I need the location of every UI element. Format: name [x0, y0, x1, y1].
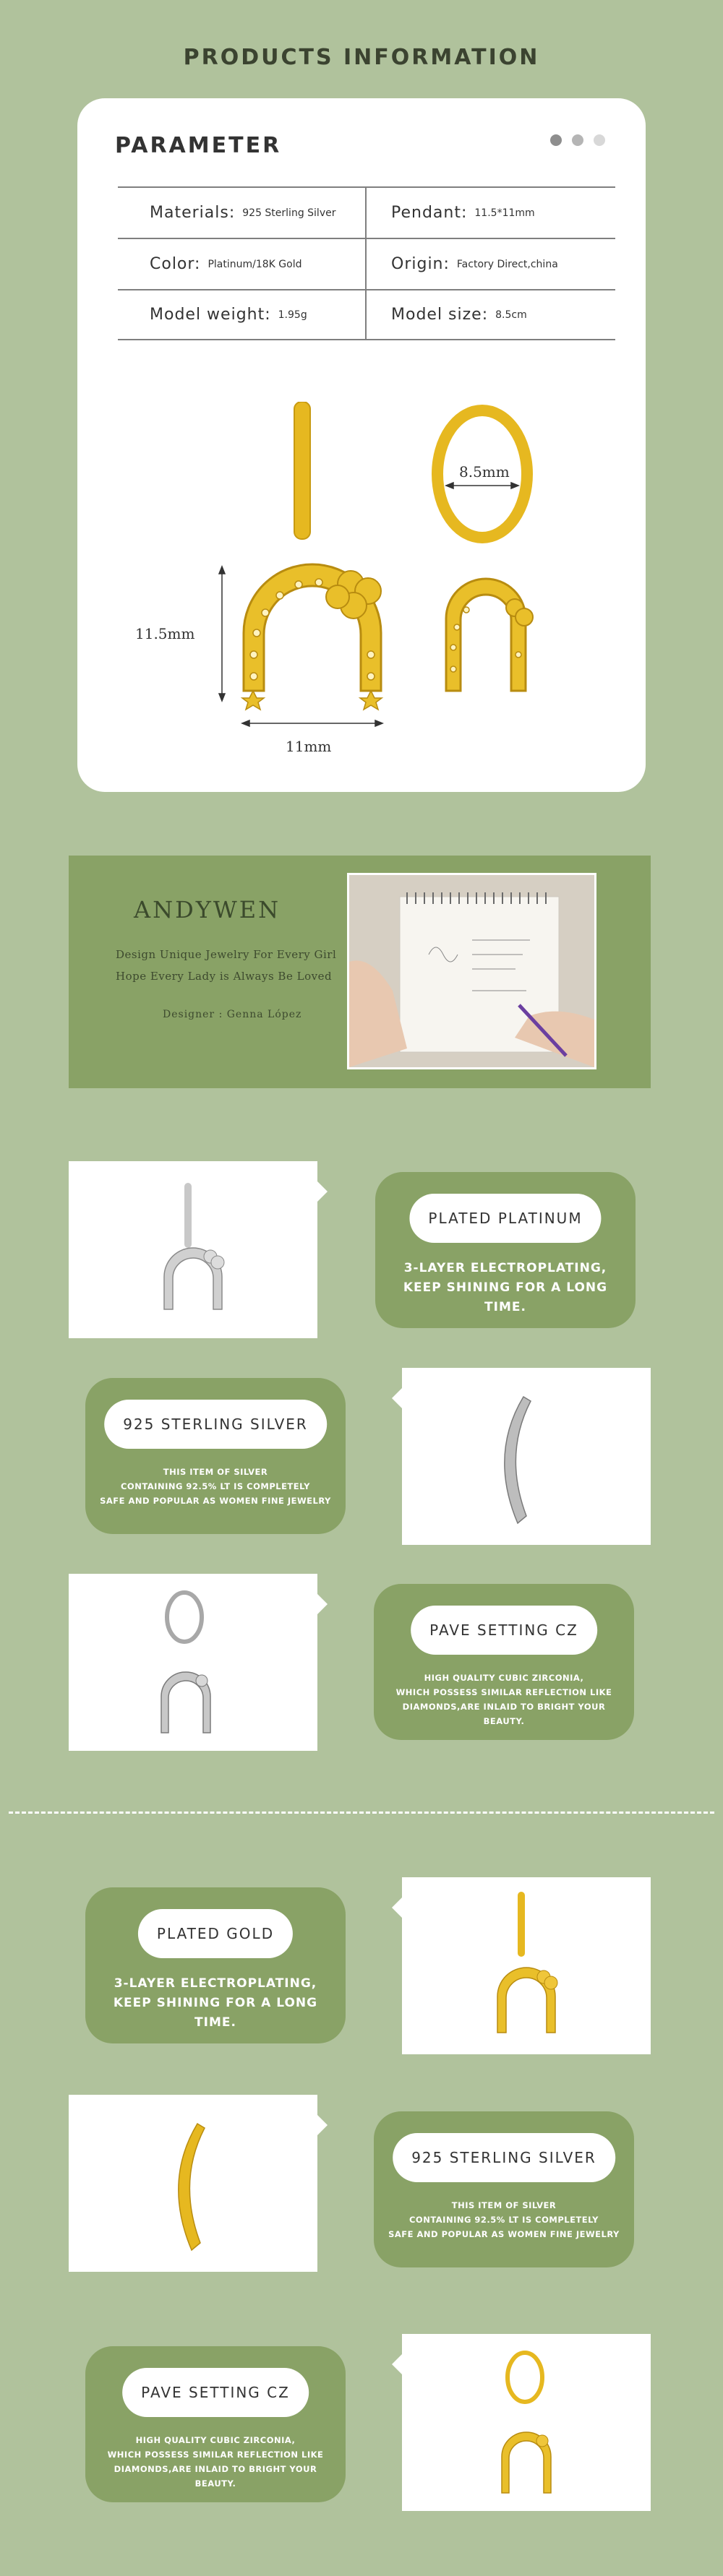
feature-text: DIAMONDS,ARE INLAID TO BRIGHT YOUR BEAUTY. — [402, 1702, 606, 1727]
earring-platinum-hoop-image — [69, 1574, 317, 1751]
feature-card — [85, 1378, 346, 1534]
hoop-label: 8.5mm — [459, 463, 510, 481]
section-divider — [9, 1812, 714, 1814]
param-value: 11.5*11mm — [474, 207, 535, 219]
feature-pill: PAVE SETTING CZ — [122, 2368, 309, 2417]
width-label: 11mm — [286, 738, 332, 755]
param-value: Factory Direct,china — [456, 258, 558, 270]
feature-pill: 925 STERLING SILVER — [393, 2133, 615, 2182]
param-label: Materials: — [150, 204, 236, 222]
param-label: Origin: — [391, 255, 450, 273]
param-value: 8.5cm — [495, 309, 527, 321]
feature-text: WHICH POSSESS SIMILAR REFLECTION LIKE — [395, 1687, 612, 1698]
feature-text: KEEP SHINING FOR A LONG TIME. — [403, 1280, 608, 1315]
feature-text: SAFE AND POPULAR AS WOMEN FINE JEWELRY — [388, 2229, 620, 2240]
feature-card — [375, 1172, 636, 1328]
earring-dimension-diagram — [121, 402, 612, 777]
param-value: Platinum/18K Gold — [208, 258, 302, 270]
feature-card — [374, 2111, 634, 2267]
feature-text: SAFE AND POPULAR AS WOMEN FINE JEWELRY — [100, 1496, 331, 1507]
feature-text: HIGH QUALITY CUBIC ZIRCONIA, — [135, 2435, 296, 2445]
feature-text: THIS ITEM OF SILVER — [163, 1467, 268, 1477]
earring-side-view — [437, 410, 533, 691]
table-row — [118, 238, 615, 289]
feature-text: KEEP SHINING FOR A LONG TIME. — [113, 1996, 318, 2030]
product-image-platinum-side — [402, 1368, 651, 1545]
earring-platinum-front-image — [69, 1161, 317, 1338]
pagination-dots — [550, 134, 605, 146]
dot-icon — [594, 134, 605, 146]
feature-text: THIS ITEM OF SILVER — [451, 2200, 557, 2210]
param-label: Pendant: — [391, 204, 468, 222]
brand-logo: ANDYWEN — [134, 896, 281, 923]
table-row — [118, 289, 615, 340]
height-label: 11.5mm — [135, 625, 195, 642]
param-label: Model size: — [391, 306, 489, 324]
feature-pill: PLATED PLATINUM — [409, 1194, 601, 1243]
table-row — [118, 186, 615, 238]
product-image-platinum-front — [69, 1161, 317, 1338]
feature-text: CONTAINING 92.5% LT IS COMPLETELY — [120, 1481, 310, 1492]
feature-card — [374, 1584, 634, 1740]
dot-icon — [572, 134, 583, 146]
sketchbook-illustration — [349, 875, 594, 1067]
earring-gold-hoop-image — [402, 2334, 651, 2511]
param-value: 1.95g — [278, 309, 307, 321]
brand-tagline: Design Unique Jewelry For Every Girl — [116, 948, 337, 961]
parameter-card — [77, 98, 646, 792]
earring-gold-side-image — [69, 2095, 317, 2272]
earring-gold-front-image — [402, 1877, 651, 2054]
parameter-title: PARAMETER — [115, 133, 282, 158]
param-label: Model weight: — [150, 306, 271, 324]
feature-text: CONTAINING 92.5% LT IS COMPLETELY — [408, 2215, 599, 2226]
feature-text: DIAMONDS,ARE INLAID TO BRIGHT YOUR BEAUTY. — [114, 2464, 317, 2489]
feature-card — [85, 2346, 346, 2502]
brand-tagline: Hope Every Lady is Always Be Loved — [116, 970, 333, 983]
param-value: 925 Sterling Silver — [242, 207, 336, 219]
feature-text: 3-LAYER ELECTROPLATING, — [403, 1261, 607, 1275]
brand-panel — [69, 856, 651, 1088]
earring-front-view — [242, 402, 382, 710]
feature-pill: PAVE SETTING CZ — [411, 1606, 597, 1655]
feature-text: HIGH QUALITY CUBIC ZIRCONIA, — [424, 1673, 584, 1683]
feature-pill: PLATED GOLD — [138, 1909, 293, 1958]
parameter-table — [118, 186, 615, 340]
product-image-gold-hoop — [402, 2334, 651, 2511]
dot-icon — [550, 134, 562, 146]
feature-text: 3-LAYER ELECTROPLATING, — [114, 1976, 317, 1991]
brand-designer: Designer : Genna López — [163, 1009, 302, 1020]
product-image-gold-side — [69, 2095, 317, 2272]
feature-pill: 925 STERLING SILVER — [104, 1400, 327, 1449]
param-label: Color: — [150, 255, 201, 273]
feature-card — [85, 1887, 346, 2043]
sketchbook-photo — [347, 873, 596, 1069]
product-image-platinum-hoop — [69, 1574, 317, 1751]
product-image-gold-front — [402, 1877, 651, 2054]
page-title: PRODUCTS INFORMATION — [183, 45, 540, 70]
feature-text: WHICH POSSESS SIMILAR REFLECTION LIKE — [107, 2450, 324, 2460]
earring-platinum-side-image — [402, 1368, 651, 1545]
